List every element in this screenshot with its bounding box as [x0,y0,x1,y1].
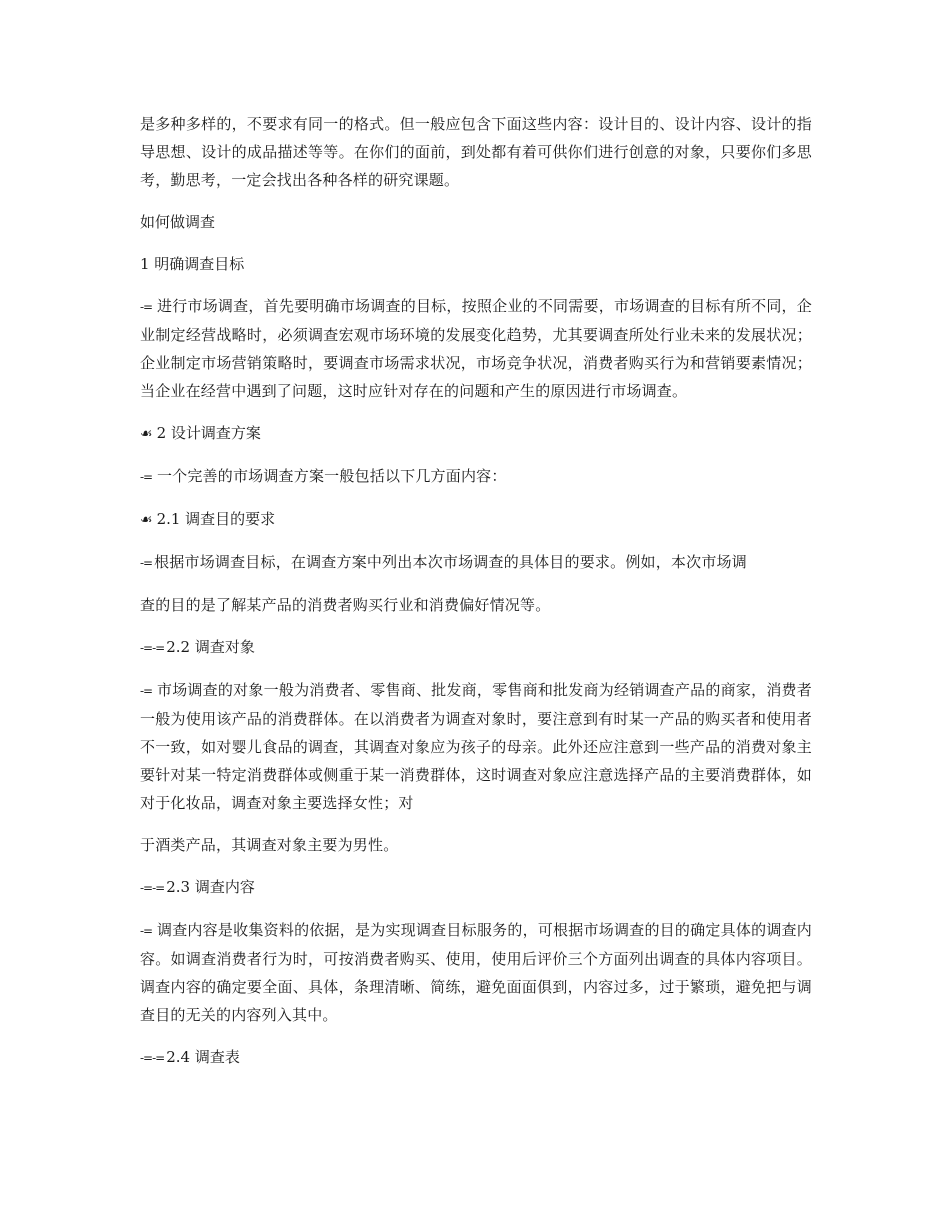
heading-how-to-survey [140,208,812,236]
heading-text: 2.3 调查内容 [166,878,255,896]
paragraph-text: 进行市场调查，首先要明确市场调查的目标，按照企业的不同需要，市场调查的目标有所不同，企业制定经营战略时，必须调查宏观市场环境的发展变化趋势，尤其要调查所处行业未来的发展状况；企业制定市场营销策略时，要调查市场需求状况，市场竞争状况，消费者购买行为和营销要素情况；当企业在经营中遇到了问题，这时应针对存在的问题和产生的原因进行市场调查。 [140,297,812,400]
bullet-mark: -= [140,470,155,484]
bullet-mark: -= [140,684,155,698]
paragraph-text: 调查内容是收集资料的依据，是为实现调查目标服务的，可根据市场调查的目的确定具体的调查内容。如调查消费者行为时，可按消费者购买、使用，使用后评价三个方面列出调查的具体内容项目。调查内容的确定要全面、具体，条理清晰、简练，避免面面俱到，内容过多，过于繁琐，避免把与调查目的无关的内容列入其中。 [140,921,812,1024]
heading-text: 2.1 调查目的要求 [156,510,276,528]
heading-purpose [140,505,812,534]
heading-text: 如何做调查 [140,213,216,231]
document-page [140,110,812,1086]
fleuron-icon: ☙ [140,512,153,528]
heading-text: 2 设计调查方案 [156,424,261,442]
paragraph-purpose [140,548,812,577]
heading-survey-content [140,873,812,902]
paragraph-text: 于酒类产品，其调查对象主要为男性。 [140,836,399,854]
paragraph-design-format [140,110,812,194]
paragraph-goal [140,292,812,405]
heading-text: 1 明确调查目标 [140,255,245,273]
paragraph-survey-content [140,916,812,1029]
fleuron-icon: ☙ [140,426,153,442]
paragraph-text: 市场调查的对象一般为消费者、零售商、批发商，零售商和批发商为经销调查产品的商家，消费者一般为使用该产品的消费群体。在以消费者为调查对象时，要注意到有时某一产品的购买者和使用者不一致，如对婴儿食品的调查，其调查对象应为孩子的母亲。此外还应注意到一些产品的消费对象主要针对某一特定消费群体或侧重于某一消费群体，这时调查对象应注意选择产品的主要消费群体，如对于化妆品，调查对象主要选择女性；对 [140,681,812,812]
bullet-mark: -=-= [140,1051,165,1065]
paragraph-purpose-cont [140,591,812,619]
paragraph-text: 是多种多样的，不要求有同一的格式。但一般应包含下面这些内容：设计目的、设计内容、设计的指导思想、设计的成品描述等等。在你们的面前，到处都有着可供你们进行创意的对象，只要你们多思考，勤思考，一定会找出各种各样的研究课题。 [140,115,812,189]
heading-survey-form [140,1043,812,1072]
paragraph-survey-target-cont [140,831,812,859]
bullet-mark: -= [140,924,155,938]
paragraph-survey-target [140,676,812,817]
heading-text: 2.2 调查对象 [166,638,255,656]
heading-survey-target [140,633,812,662]
bullet-mark: -= [140,556,153,570]
paragraph-text: 查的目的是了解某产品的消费者购买行业和消费偏好情况等。 [140,596,551,614]
heading-design-plan [140,419,812,448]
paragraph-text: 根据市场调查目标，在调查方案中列出本次市场调查的具体目的要求。例如，本次市场调 [154,553,747,571]
bullet-mark: -=-= [140,641,165,655]
paragraph-plan-intro [140,462,812,491]
bullet-mark: -= [140,300,155,314]
bullet-mark: -=-= [140,881,165,895]
paragraph-text: 一个完善的市场调查方案一般包括以下几方面内容： [156,467,507,485]
heading-text: 2.4 调查表 [166,1048,240,1066]
heading-clear-goal [140,250,812,278]
